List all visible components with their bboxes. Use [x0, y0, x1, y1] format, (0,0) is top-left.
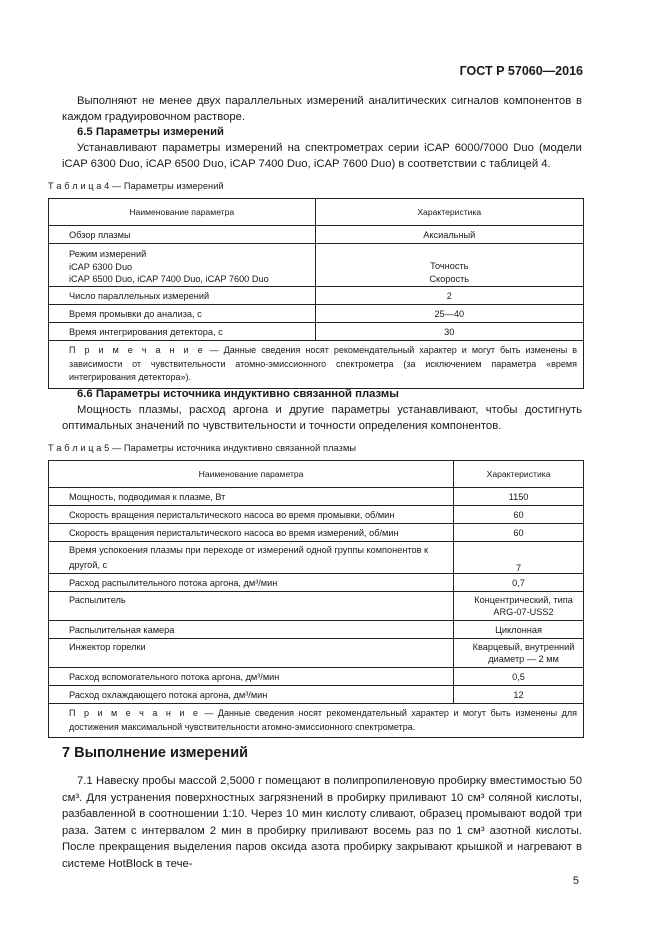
table-row	[49, 668, 584, 686]
document-id-header: ГОСТ Р 57060—2016	[459, 64, 583, 78]
param-name: Скорость вращения перистальтического насоса во время измерений, об/мин	[49, 524, 454, 542]
param-name: Время успокоения плазмы при переходе от измерений одной группы компонентов к другой, с	[49, 542, 454, 574]
param-name	[49, 244, 316, 287]
table-row	[49, 506, 584, 524]
table5-note	[49, 704, 584, 738]
param-value: 1150	[454, 488, 584, 506]
table-row	[49, 287, 584, 305]
table5-header-value: Характеристика	[454, 461, 584, 488]
param-name: Распылитель	[49, 592, 454, 621]
param-value: 30	[315, 323, 583, 341]
param-value: 12	[454, 686, 584, 704]
table-row	[49, 574, 584, 592]
section-7-text: 7.1 Навеску пробы массой 2,5000 г помещают в полипропиленовую пробирку вместимостью 50 см³. Для устранения поверхностных загрязнений в пробирку приливают 10 см³ соляной кислоты, разбавленной в соотношении 1:10. Через 10 мин кислоту сливают, образец промывают водой три раза. Затем с интервалом 2 мин в пробирку приливают восемь раз по 1 см³ азотной кислоты. После прекращения выделения паров оксида азота пробирку закрывают крышкой и нагревают в системе HotBlock в тече-	[62, 775, 582, 870]
section-6-6-text: Мощность плазмы, расход аргона и другие параметры устанавливают, чтобы достигнуть оптимальных значений по чувствительности и точности определения компонентов.	[62, 404, 582, 432]
param-value: 2	[315, 287, 583, 305]
param-name: Распылительная камера	[49, 621, 454, 639]
param-name: Время промывки до анализа, с	[49, 305, 316, 323]
table-row	[49, 488, 584, 506]
param-value: 0,7	[454, 574, 584, 592]
param-value: 60	[454, 524, 584, 542]
table-row	[49, 524, 584, 542]
table5-caption-text: 5 — Параметры источника индуктивно связанной плазмы	[104, 443, 357, 453]
param-name: Мощность, подводимая к плазме, Вт	[49, 488, 454, 506]
param-value: Циклонная	[454, 621, 584, 639]
section-6-6-heading: 6.6 Параметры источника индуктивно связанной плазмы	[77, 388, 399, 400]
intro-paragraph: Выполняют не менее двух параллельных измерений аналитических сигналов компонентов в каждом градуировочном растворе.	[62, 95, 582, 123]
param-value-line: Скорость	[429, 273, 470, 284]
table5-caption	[48, 443, 356, 453]
param-value: 7	[454, 542, 584, 574]
param-value: Аксиальный	[315, 226, 583, 244]
param-value: 60	[454, 506, 584, 524]
table-note-row	[49, 704, 584, 738]
table-row	[49, 226, 584, 244]
section-6-5-text: Устанавливают параметры измерений на спектрометрах серии iCAP 6000/7000 Duo (модели iCAP 6300 Duo, iCAP 6500 Duo, iCAP 7400 Duo, iCAP 7600 Duo) в соответствии с таблицей 4.	[62, 142, 582, 170]
table-4	[48, 198, 584, 389]
param-value: 0,5	[454, 668, 584, 686]
table4-caption-text: 4 — Параметры измерений	[104, 181, 224, 191]
param-name: Время интегрирования детектора, с	[49, 323, 316, 341]
param-name: Скорость вращения перистальтического насоса во время промывки, об/мин	[49, 506, 454, 524]
section-7-heading: 7 Выполнение измерений	[62, 745, 249, 761]
param-value: Концентрический, типа ARG-07-USS2	[454, 592, 584, 621]
table-row	[49, 686, 584, 704]
param-name: Обзор плазмы	[49, 226, 316, 244]
note-text: — Данные сведения носят рекомендательный характер и могут быть изменены в зависимости от чувствительности атомно-эмиссионного спектрометра (за исключением параметра «время интегрирования детектора»).	[69, 345, 577, 382]
table4-header-value: Характеристика	[315, 199, 583, 226]
table4-header-name: Наименование параметра	[49, 199, 316, 226]
table-row	[49, 621, 584, 639]
param-name-line: iCAP 6500 Duo, iCAP 7400 Duo, iCAP 7600 Duo	[69, 274, 269, 284]
table-row	[49, 592, 584, 621]
param-name-line: Режим измерений	[69, 249, 147, 259]
table-row	[49, 639, 584, 668]
table4-note	[49, 341, 584, 389]
section-6-5-heading: 6.5 Параметры измерений	[77, 126, 224, 138]
table-5	[48, 460, 584, 738]
table5-header-name: Наименование параметра	[49, 461, 454, 488]
table-row	[49, 542, 584, 574]
note-label: П р и м е ч а н и е	[69, 708, 200, 718]
table-row	[49, 323, 584, 341]
table-note-row	[49, 341, 584, 389]
table5-caption-prefix: Т а б л и ц а	[48, 443, 102, 453]
table-row	[49, 244, 584, 287]
note-text: — Данные сведения носят рекомендательный характер и могут быть изменены для достижения максимальной чувствительности атомно-эмиссионного спектрометра.	[69, 708, 578, 732]
note-label: П р и м е ч а н и е	[69, 345, 205, 355]
param-name: Расход вспомогательного потока аргона, дм³/мин	[49, 668, 454, 686]
param-value: 25—40	[315, 305, 583, 323]
param-name: Расход охлаждающего потока аргона, дм³/мин	[49, 686, 454, 704]
param-name: Расход распылительного потока аргона, дм³/мин	[49, 574, 454, 592]
param-name-line: iCAP 6300 Duo	[69, 261, 133, 272]
page-number: 5	[572, 875, 579, 887]
table4-caption	[48, 181, 224, 191]
table4-caption-prefix: Т а б л и ц а	[48, 181, 102, 191]
param-value: Кварцевый, внутренний диаметр — 2 мм	[454, 639, 584, 668]
param-value	[315, 244, 583, 287]
param-name: Инжектор горелки	[49, 639, 454, 668]
param-value-line: Точность	[430, 261, 469, 271]
table-row	[49, 305, 584, 323]
param-name: Число параллельных измерений	[49, 287, 316, 305]
